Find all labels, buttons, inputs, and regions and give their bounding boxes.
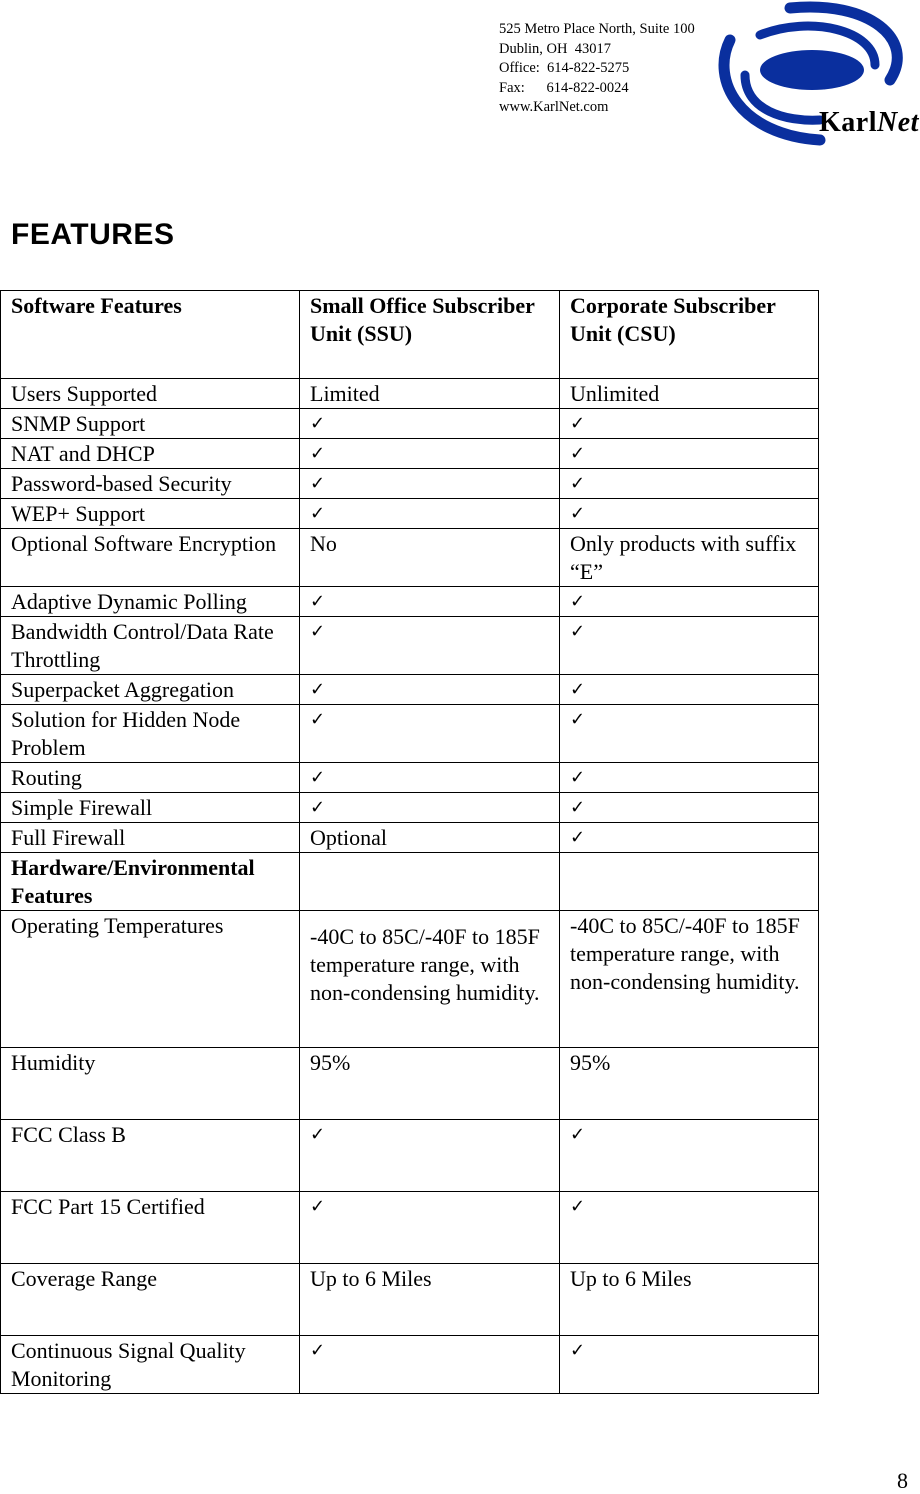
feature-name-cell: Simple Firewall xyxy=(1,793,300,823)
logo-text-karl: Karl xyxy=(819,107,877,138)
checkmark-icon: ✓ xyxy=(560,1192,819,1264)
feature-name-cell: Humidity xyxy=(1,1048,300,1120)
checkmark-icon: ✓ xyxy=(300,469,560,499)
table-row xyxy=(1,763,819,793)
feature-name-cell: Full Firewall xyxy=(1,823,300,853)
csu-value-cell xyxy=(560,853,819,911)
feature-name-cell: Bandwidth Control/Data Rate Throttling xyxy=(1,617,300,675)
table-row xyxy=(1,1120,819,1192)
table-row xyxy=(1,617,819,675)
table-row xyxy=(1,379,819,409)
header-ssu: Small Office Subscriber Unit (SSU) xyxy=(300,291,560,379)
checkmark-icon: ✓ xyxy=(300,587,560,617)
ssu-value-cell: Optional xyxy=(300,823,560,853)
checkmark-icon: ✓ xyxy=(300,705,560,763)
header-software-features: Software Features xyxy=(1,291,300,379)
checkmark-icon: ✓ xyxy=(560,793,819,823)
csu-value-cell: Only products with suffix “E” xyxy=(560,529,819,587)
company-address xyxy=(499,20,695,118)
checkmark-icon: ✓ xyxy=(300,675,560,705)
ssu-value-cell: 95% xyxy=(300,1048,560,1120)
checkmark-icon: ✓ xyxy=(300,439,560,469)
checkmark-icon: ✓ xyxy=(560,499,819,529)
feature-name-cell: Solution for Hidden Node Problem xyxy=(1,705,300,763)
logo-wordmark xyxy=(819,107,919,139)
feature-name-cell: Operating Temperatures xyxy=(1,911,300,1048)
ssu-value-cell: No xyxy=(300,529,560,587)
checkmark-icon: ✓ xyxy=(300,617,560,675)
checkmark-icon: ✓ xyxy=(560,439,819,469)
table-row xyxy=(1,1264,819,1336)
feature-name-cell: Continuous Signal Quality Monitoring xyxy=(1,1336,300,1394)
logo-text-net: Net xyxy=(877,107,919,138)
table-row xyxy=(1,793,819,823)
checkmark-icon: ✓ xyxy=(560,409,819,439)
csu-value-cell: Unlimited xyxy=(560,379,819,409)
feature-name-cell: Hardware/Environmental Features xyxy=(1,853,300,911)
table-row xyxy=(1,823,819,853)
table-row xyxy=(1,529,819,587)
feature-name-cell: Coverage Range xyxy=(1,1264,300,1336)
address-line: Dublin, OH 43017 xyxy=(499,40,611,57)
ssu-value-cell: Up to 6 Miles xyxy=(300,1264,560,1336)
checkmark-icon: ✓ xyxy=(560,1120,819,1192)
checkmark-icon: ✓ xyxy=(300,1120,560,1192)
checkmark-icon: ✓ xyxy=(560,705,819,763)
feature-name-cell: FCC Class B xyxy=(1,1120,300,1192)
page-number: 8 xyxy=(897,1468,908,1493)
ssu-value-cell xyxy=(300,853,560,911)
checkmark-icon: ✓ xyxy=(300,1336,560,1394)
csu-value-cell: Up to 6 Miles xyxy=(560,1264,819,1336)
table-row xyxy=(1,469,819,499)
feature-name-cell: Optional Software Encryption xyxy=(1,529,300,587)
website-link[interactable]: www.KarlNet.com xyxy=(499,99,609,115)
features-table xyxy=(0,290,819,1394)
checkmark-icon: ✓ xyxy=(560,469,819,499)
checkmark-icon: ✓ xyxy=(560,763,819,793)
feature-name-cell: Password-based Security xyxy=(1,469,300,499)
table-row xyxy=(1,675,819,705)
table-row xyxy=(1,1336,819,1394)
checkmark-icon: ✓ xyxy=(560,823,819,853)
checkmark-icon: ✓ xyxy=(300,499,560,529)
table-row xyxy=(1,1048,819,1120)
checkmark-icon: ✓ xyxy=(560,675,819,705)
table-header-row xyxy=(1,291,819,379)
feature-name-cell: SNMP Support xyxy=(1,409,300,439)
checkmark-icon: ✓ xyxy=(300,763,560,793)
address-line: Fax: 614-822-0024 xyxy=(499,79,629,96)
feature-name-cell: WEP+ Support xyxy=(1,499,300,529)
checkmark-icon: ✓ xyxy=(300,1192,560,1264)
table-row xyxy=(1,1192,819,1264)
page-title: FEATURES xyxy=(11,218,175,251)
table-row xyxy=(1,499,819,529)
address-line: Office: 614-822-5275 xyxy=(499,60,630,76)
csu-value-cell: -40C to 85C/-40F to 185F temperature range, with non-condensing humidity. xyxy=(560,911,819,1048)
feature-name-cell: Adaptive Dynamic Polling xyxy=(1,587,300,617)
table-row xyxy=(1,705,819,763)
checkmark-icon: ✓ xyxy=(560,1336,819,1394)
checkmark-icon: ✓ xyxy=(300,793,560,823)
ssu-value-cell: -40C to 85C/-40F to 185F temperature range, with non-condensing humidity. xyxy=(300,911,560,1048)
feature-name-cell: Users Supported xyxy=(1,379,300,409)
table-row xyxy=(1,439,819,469)
table-row xyxy=(1,911,819,1048)
checkmark-icon: ✓ xyxy=(300,409,560,439)
feature-name-cell: Superpacket Aggregation xyxy=(1,675,300,705)
ssu-value-cell: Limited xyxy=(300,379,560,409)
csu-value-cell: 95% xyxy=(560,1048,819,1120)
table-row xyxy=(1,853,819,911)
header-csu: Corporate Subscriber Unit (CSU) xyxy=(560,291,819,379)
checkmark-icon: ✓ xyxy=(560,617,819,675)
feature-name-cell: FCC Part 15 Certified xyxy=(1,1192,300,1264)
feature-name-cell: Routing xyxy=(1,763,300,793)
table-row xyxy=(1,587,819,617)
checkmark-icon: ✓ xyxy=(560,587,819,617)
feature-name-cell: NAT and DHCP xyxy=(1,439,300,469)
table-row xyxy=(1,409,819,439)
address-line: 525 Metro Place North, Suite 100 xyxy=(499,21,695,37)
